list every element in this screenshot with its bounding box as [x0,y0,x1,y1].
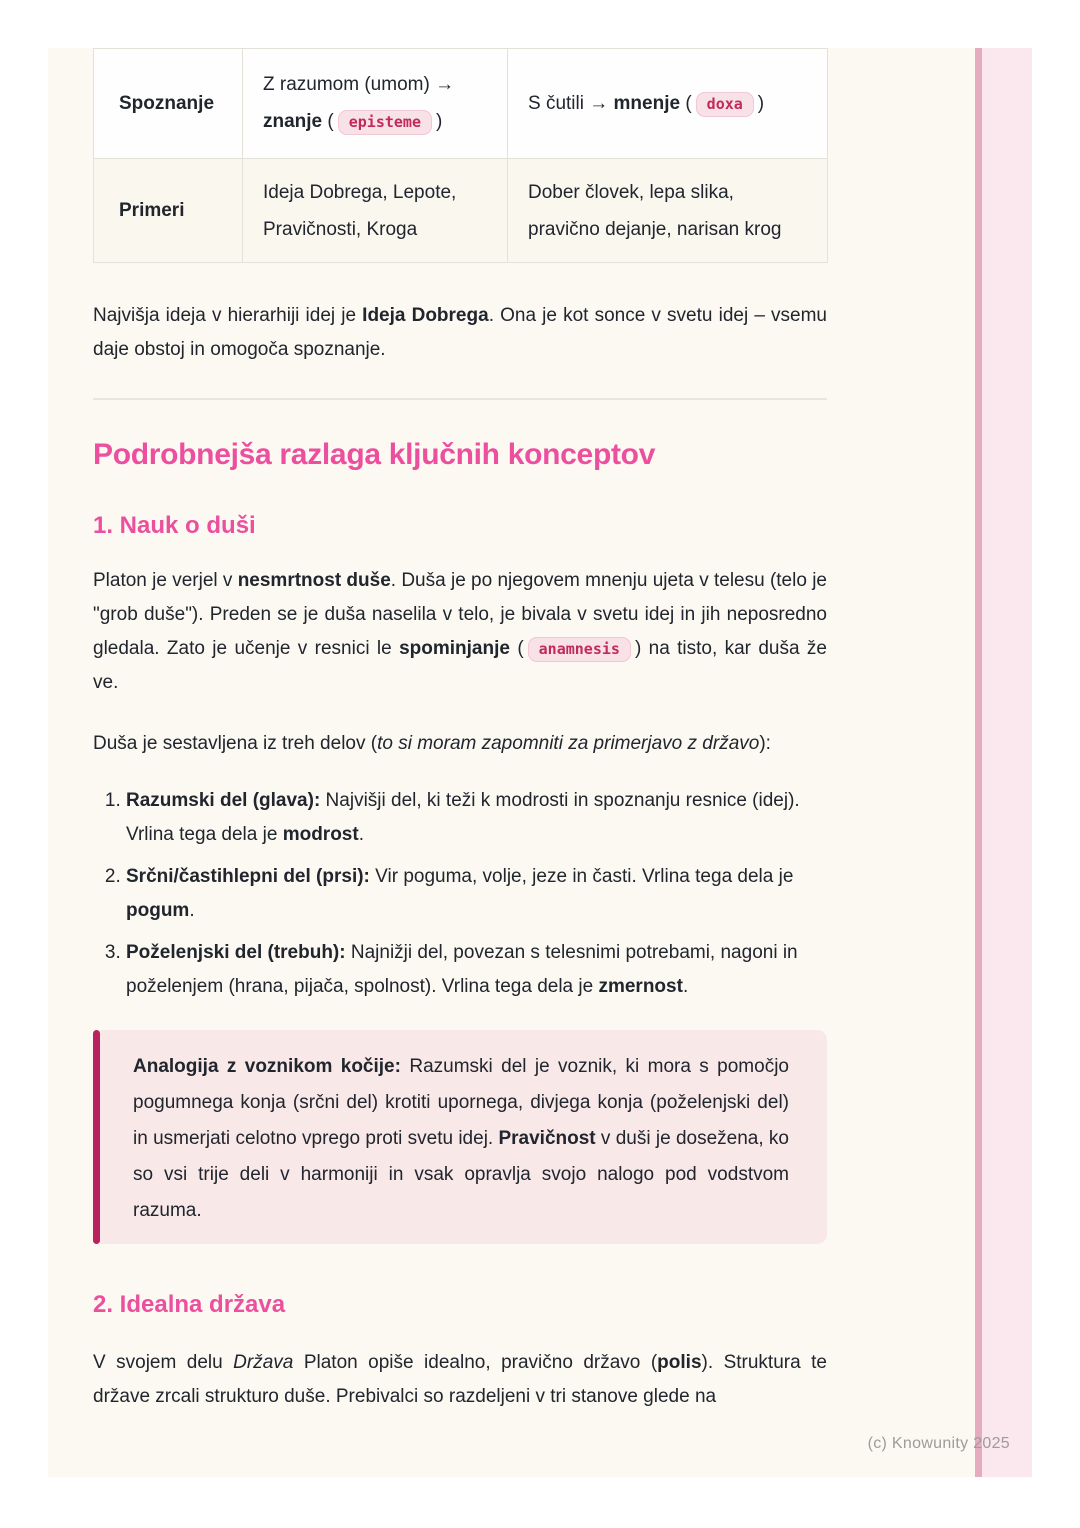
subsection-heading-nauk-o-dusi: 1. Nauk o duši [93,512,256,539]
list-item-srcni-del: 2. Srčni/častihlepni del (prsi): Vir poguma, volje, jeze in časti. Vrlina tega dela je pogum. [126,860,827,928]
comparison-table [93,48,828,263]
row-header: Spoznanje [94,49,243,159]
table-cell-world-examples: Dober človek, lepa slika, pravično dejanje, narisan krog [508,159,828,263]
subsection-heading-idealna-drzava: 2. Idealna država [93,1291,286,1318]
page-right-edge-line [975,48,982,1477]
document-page [48,48,1032,1477]
list-item-razumski-del: 1. Razumski del (glava): Najvišji del, ki teži k modrosti in spoznanju resnice (idej). Vrlina tega dela je modrost. [126,784,827,852]
row-header: Primeri [94,159,243,263]
table-cell-reason: Z razumom (umom) → znanje ( episteme ) [243,49,508,159]
page-right-edge-band [982,48,1032,1477]
section-divider [93,398,827,400]
document-content [93,48,827,1414]
callout-analogija [93,1030,827,1244]
section-heading: Podrobnejša razlaga ključnih konceptov [93,438,656,471]
table-row-primeri [94,159,828,263]
table-cell-idea-examples: Ideja Dobrega, Lepote, Pravičnosti, Kroga [243,159,508,263]
soul-parts-list [93,784,827,1004]
table-cell-senses: S čutili → mnenje ( doxa ) [508,49,828,159]
paragraph-idealna-drzava: V svojem delu Država Platon opiše idealno, pravično državo (polis). Struktura te države zrcali strukturo duše. Prebivalci so razdeljeni v tri stanove glede na [93,1352,827,1407]
paragraph-ideja-dobrega: Najvišja ideja v hierarhiji idej je Ideja Dobrega. Ona je kot sonce v svetu idej – vsemu daje obstoj in omogoča spoznanje. [93,305,827,360]
list-item-pozelenjski-del: 3. Poželenjski del (trebuh): Najnižji del, povezan s telesnimi potrebami, nagoni in poželenjem (hrana, pijača, spolnost). Vrlina tega dela je zmernost. [126,936,827,1004]
paragraph-nesmrtnost-duse: Platon je verjel v nesmrtnost duše. Duša je po njegovem mnenju ujeta v telesu (telo je "grob duše"). Preden se je duša naselila v telo, je bivala v svetu idej in jih neposredno gledala. Zato je učenje v resnici le spominjanje ( anamnesis ) na tisto, kar duša že ve. [93,570,827,693]
callout-text: Analogija z voznikom kočije: Razumski del je voznik, ki mora s pomočjo pogumnega konja (srčni del) krotiti upornega, divjega konja (poželenjski del) in usmerjati celotno vprego proti svetu idej. Pravičnost v duši je dosežena, ko so vsi trije deli v harmoniji in vsak opravlja svojo nalogo pod vodstvom razuma. [133,1056,789,1221]
paragraph-dusa-trije-deli: Duša je sestavljena iz treh delov (to si moram zapomniti za primerjavo z državo): [93,733,771,754]
watermark: (c) Knowunity 2025 [867,1435,1010,1452]
table-row-spoznanje [94,49,828,159]
